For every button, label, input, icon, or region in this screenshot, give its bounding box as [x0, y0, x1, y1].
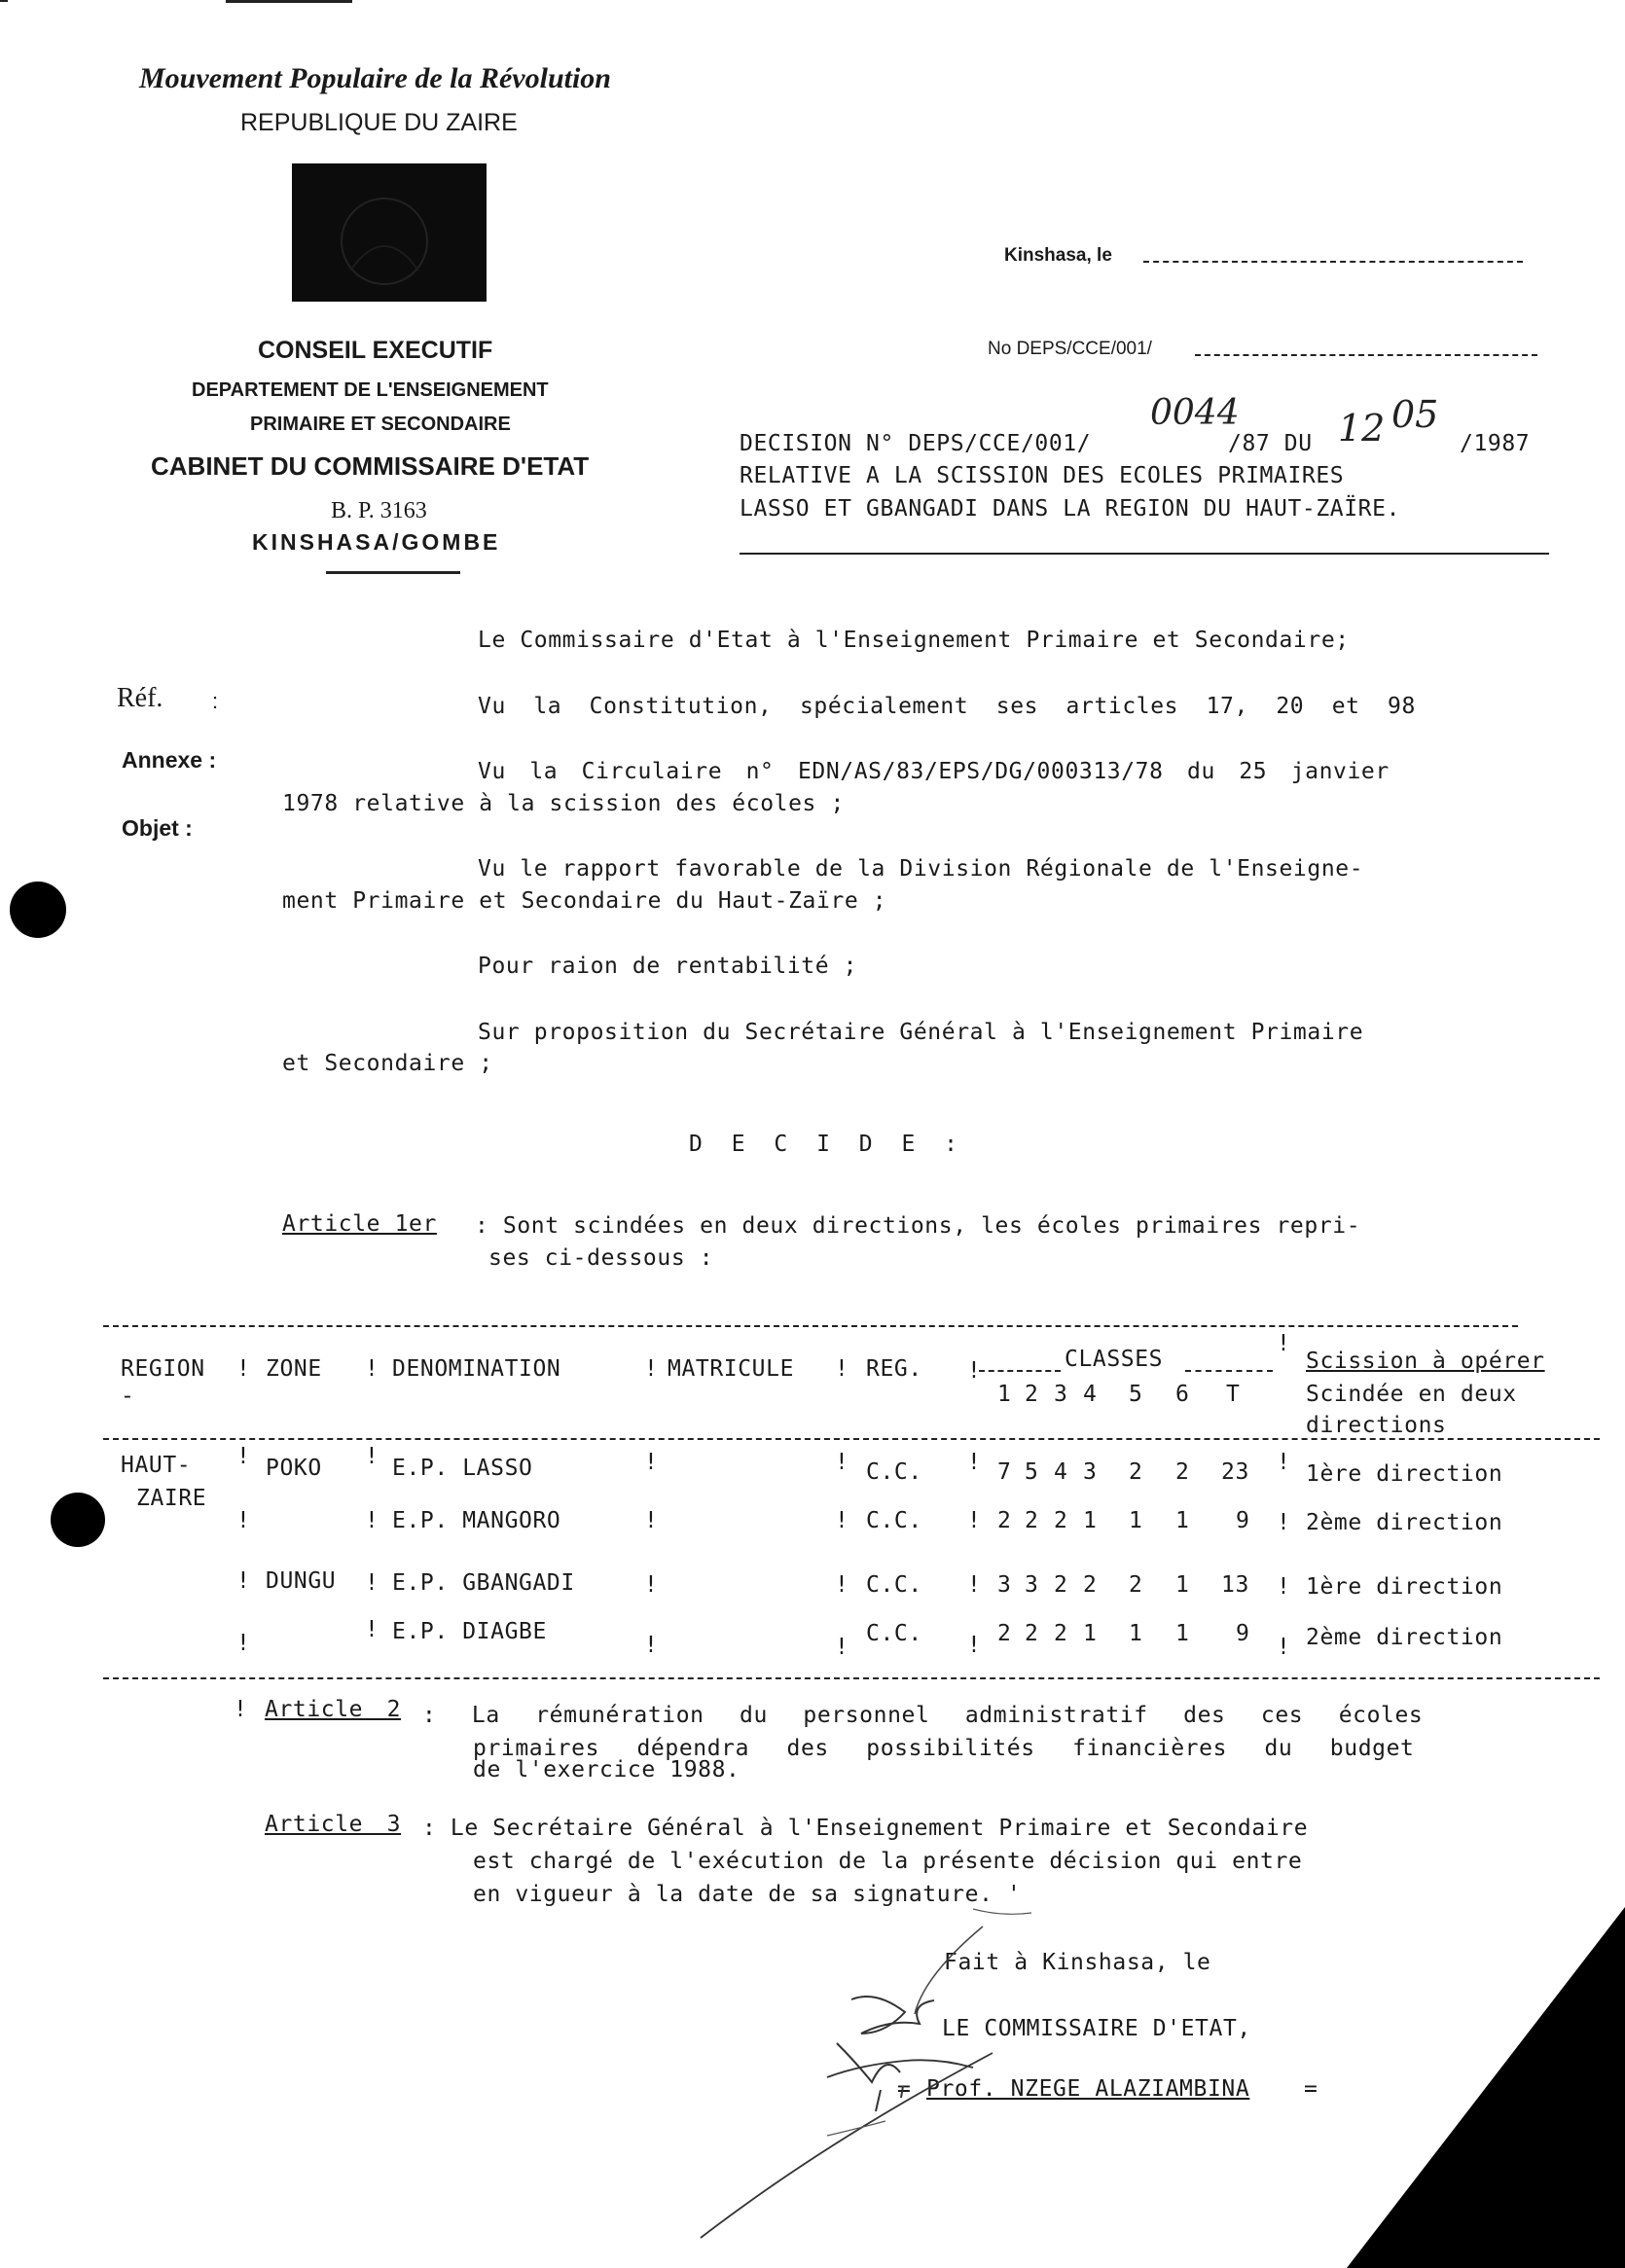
decision-line1-mid: /87 DU [1228, 431, 1313, 456]
row-class-total: 23 [1221, 1459, 1249, 1485]
row-class-1: 7 [997, 1459, 1012, 1485]
decision-line1-year: /1987 [1460, 431, 1531, 456]
row-class-1: 2 [997, 1621, 1012, 1646]
col-separator: ! [967, 1358, 981, 1384]
col-separator: ! [1277, 1450, 1290, 1475]
cabinet-title: CABINET DU COMMISSAIRE D'ETAT [151, 451, 590, 481]
row-class-total: 9 [1236, 1508, 1250, 1533]
emblem-icon [292, 163, 487, 302]
decision-line2: RELATIVE A LA SCISSION DES ECOLES PRIMAIRES [740, 463, 1345, 488]
row-denomination: E.P. GBANGADI [392, 1570, 575, 1596]
col-separator: ! [365, 1570, 379, 1596]
row-reg: C.C. [866, 1572, 922, 1598]
header-class-4: 4 [1083, 1382, 1098, 1407]
header-matricule: MATRICULE [668, 1356, 795, 1382]
col-separator: ! [644, 1633, 658, 1658]
col-separator: ! [967, 1508, 981, 1533]
header-class-6: 6 [1175, 1382, 1190, 1407]
row-class-2: 5 [1025, 1459, 1039, 1485]
table-top-rule [103, 1325, 1518, 1327]
punch-hole [51, 1493, 105, 1547]
decide-heading: D E C I D E : [689, 1132, 966, 1157]
col-separator: ! [365, 1617, 379, 1642]
row-scission: 2ème direction [1306, 1510, 1503, 1535]
row-denomination: E.P. MANGORO [392, 1508, 561, 1533]
department-line1: DEPARTEMENT DE L'ENSEIGNEMENT [192, 379, 549, 401]
signature-title: LE COMMISSAIRE D'ETAT, [942, 2016, 1251, 2041]
col-separator: ! [835, 1508, 849, 1533]
row-class-3: 2 [1054, 1508, 1068, 1533]
row-class-1: 3 [997, 1572, 1012, 1598]
article-2-mark: ! [234, 1697, 247, 1722]
decision-hand-day: 12 [1338, 407, 1386, 450]
row-class-total: 13 [1221, 1572, 1249, 1598]
department-line2: PRIMAIRE ET SECONDAIRE [250, 414, 511, 435]
col-separator: ! [365, 1356, 379, 1382]
row-class-4: 1 [1083, 1508, 1098, 1533]
article-2-line3: de l'exercice 1988. [473, 1757, 740, 1782]
row-reg: C.C. [866, 1621, 922, 1646]
table-bottom-rule [103, 1677, 1600, 1679]
row-class-6: 1 [1175, 1621, 1190, 1646]
decision-line3: LASSO ET GBANGADI DANS LA REGION DU HAUT-ZAÏRE. [740, 496, 1401, 522]
republic-title: REPUBLIQUE DU ZAIRE [240, 109, 518, 136]
preamble-report-l2: ment Primaire et Secondaire du Haut-Zaïre ; [282, 888, 887, 914]
reference-number-line [1195, 354, 1537, 356]
article-1-line1: : Sont scindées en deux directions, les écoles primaires repri- [475, 1213, 1361, 1239]
classes-rule-right [1185, 1370, 1273, 1372]
punch-hole [10, 882, 66, 938]
col-separator: ! [967, 1633, 981, 1658]
col-separator: ! [236, 1444, 250, 1469]
header-scission-l3: directions [1306, 1413, 1447, 1438]
row-class-3: 2 [1054, 1621, 1068, 1646]
decision-hand-month: 05 [1391, 393, 1439, 436]
row-class-6: 2 [1175, 1459, 1190, 1485]
header-reg: REG. [866, 1356, 922, 1382]
row-denomination: E.P. DIAGBE [392, 1619, 547, 1644]
margin-ref-colon: : [212, 689, 219, 713]
scan-mark [226, 0, 352, 3]
article-2-line1: : La rémunération du personnel administratif des ces écoles [422, 1703, 1424, 1728]
col-separator: ! [835, 1572, 849, 1598]
place-date-label: Kinshasa, le [1004, 245, 1112, 266]
header-classes: CLASSES [1065, 1347, 1164, 1372]
col-separator: ! [365, 1444, 379, 1469]
preamble-commissaire: Le Commissaire d'Etat à l'Enseignement Primaire et Secondaire; [478, 628, 1350, 653]
signature-name: Prof. NZEGE ALAZIAMBINA [926, 2076, 1250, 2102]
row-class-2: 2 [1025, 1508, 1039, 1533]
row-class-6: 1 [1175, 1572, 1190, 1598]
header-denomination: DENOMINATION [392, 1356, 561, 1382]
col-separator: ! [644, 1508, 658, 1533]
article-1-label: Article 1er [282, 1211, 437, 1237]
col-separator: ! [236, 1356, 250, 1382]
decision-hand-number: 0044 [1150, 393, 1240, 433]
article-1-line2: ses ci-dessous : [488, 1245, 714, 1271]
article-3-line2: est chargé de l'exécution de la présente décision qui entre [473, 1849, 1303, 1874]
row-scission: 1ère direction [1306, 1461, 1503, 1487]
header-class-2: 2 [1025, 1382, 1039, 1407]
row-class-4: 3 [1083, 1459, 1098, 1485]
header-region: REGION [121, 1356, 205, 1382]
region-value-l2: ZAIRE [136, 1486, 207, 1511]
header-scission-l2: Scindée en deux [1306, 1382, 1517, 1407]
classes-rule-left [979, 1370, 1061, 1372]
preamble-proposition-l2: et Secondaire ; [282, 1051, 493, 1076]
row-class-5: 2 [1129, 1459, 1143, 1485]
region-value-l1: HAUT- [121, 1453, 192, 1478]
preamble-circular-l1: Vu la Circulaire n° EDN/AS/83/EPS/DG/000313/78 du 25 janvier [478, 759, 1390, 784]
col-separator: ! [236, 1508, 250, 1533]
col-separator: ! [835, 1356, 849, 1382]
row-class-5: 2 [1129, 1572, 1143, 1598]
reference-number-label: No DEPS/CCE/001/ [988, 339, 1152, 359]
signature-place: Fait à Kinshasa, le [944, 1950, 1211, 1975]
row-scission: 2ème direction [1306, 1625, 1503, 1650]
row-class-total: 9 [1236, 1621, 1250, 1646]
col-separator: ! [1277, 1331, 1290, 1356]
row-class-5: 1 [1129, 1621, 1143, 1646]
margin-ref: Réf. [117, 683, 163, 713]
table-header-rule [103, 1438, 1600, 1440]
scan-mark [0, 0, 8, 2]
col-separator: ! [967, 1572, 981, 1598]
signature-name-prefix: = [897, 2076, 912, 2102]
place-date-line [1143, 261, 1523, 263]
preamble-constitution: Vu la Constitution, spécialement ses articles 17, 20 et 98 [478, 694, 1416, 719]
scan-corner-artifact [1347, 1907, 1625, 2268]
letterhead-underline [326, 571, 460, 574]
col-separator: ! [835, 1635, 849, 1660]
row-class-2: 2 [1025, 1621, 1039, 1646]
row-class-5: 1 [1129, 1508, 1143, 1533]
article-3-line1: : Le Secrétaire Général à l'Enseignement Primaire et Secondaire [422, 1816, 1309, 1841]
header-class-3: 3 [1054, 1382, 1068, 1407]
row-denomination: E.P. LASSO [392, 1456, 533, 1481]
header-class-5: 5 [1129, 1382, 1143, 1407]
article-2-line2: primaires dépendra des possibilités financières du budget [473, 1736, 1415, 1761]
po-box: B. P. 3163 [331, 498, 427, 523]
col-separator: ! [1277, 1510, 1290, 1535]
header-class-1: 1 [997, 1382, 1012, 1407]
margin-annexe: Annexe : [122, 747, 217, 773]
col-separator: ! [1277, 1635, 1290, 1660]
decision-line1-prefix: DECISION N° DEPS/CCE/001/ [740, 431, 1092, 456]
article-3-label: Article 3 [265, 1812, 402, 1837]
row-class-6: 1 [1175, 1508, 1190, 1533]
article-3-line3: en vigueur à la date de sa signature. ' [473, 1882, 1022, 1907]
row-class-4: 2 [1083, 1572, 1098, 1598]
decision-rule [740, 553, 1549, 555]
col-separator: ! [365, 1508, 379, 1533]
header-region-dash: - [121, 1384, 135, 1409]
preamble-circular-l2: 1978 relative à la scission des écoles ; [282, 791, 845, 816]
row-class-4: 1 [1083, 1621, 1098, 1646]
preamble-proposition-l1: Sur proposition du Secrétaire Général à l'Enseignement Primaire [478, 1020, 1364, 1045]
col-separator: ! [236, 1631, 250, 1656]
signature-name-suffix: = [1304, 2076, 1318, 2102]
row-zone: DUNGU [266, 1568, 337, 1594]
city-address: KINSHASA/GOMBE [252, 529, 501, 555]
col-separator: ! [967, 1450, 981, 1475]
row-reg: C.C. [866, 1508, 922, 1533]
council-title: CONSEIL EXECUTIF [258, 337, 493, 364]
row-reg: C.C. [866, 1459, 922, 1485]
col-separator: ! [644, 1572, 658, 1598]
header-zone: ZONE [266, 1356, 322, 1382]
handwritten-signature [681, 1907, 1168, 2257]
col-separator: ! [236, 1568, 250, 1594]
row-scission: 1ère direction [1306, 1574, 1503, 1600]
row-zone: POKO [266, 1456, 322, 1481]
preamble-report-l1: Vu le rapport favorable de la Division Régionale de l'Enseigne- [478, 856, 1364, 882]
row-class-3: 4 [1054, 1459, 1068, 1485]
preamble-rentabilite: Pour raion de rentabilité ; [478, 954, 858, 979]
col-separator: ! [644, 1356, 658, 1382]
margin-objet: Objet : [122, 815, 193, 841]
movement-title: Mouvement Populaire de la Révolution [139, 62, 611, 94]
row-class-3: 2 [1054, 1572, 1068, 1598]
col-separator: ! [644, 1450, 658, 1475]
col-separator: ! [835, 1450, 849, 1475]
article-2-label: Article 2 [265, 1697, 402, 1722]
emblem-seal [292, 163, 487, 302]
header-scission: Scission à opérer [1306, 1349, 1545, 1374]
row-class-1: 2 [997, 1508, 1012, 1533]
row-class-2: 3 [1025, 1572, 1039, 1598]
col-separator: ! [1277, 1574, 1290, 1600]
header-class-total: T [1226, 1382, 1241, 1407]
